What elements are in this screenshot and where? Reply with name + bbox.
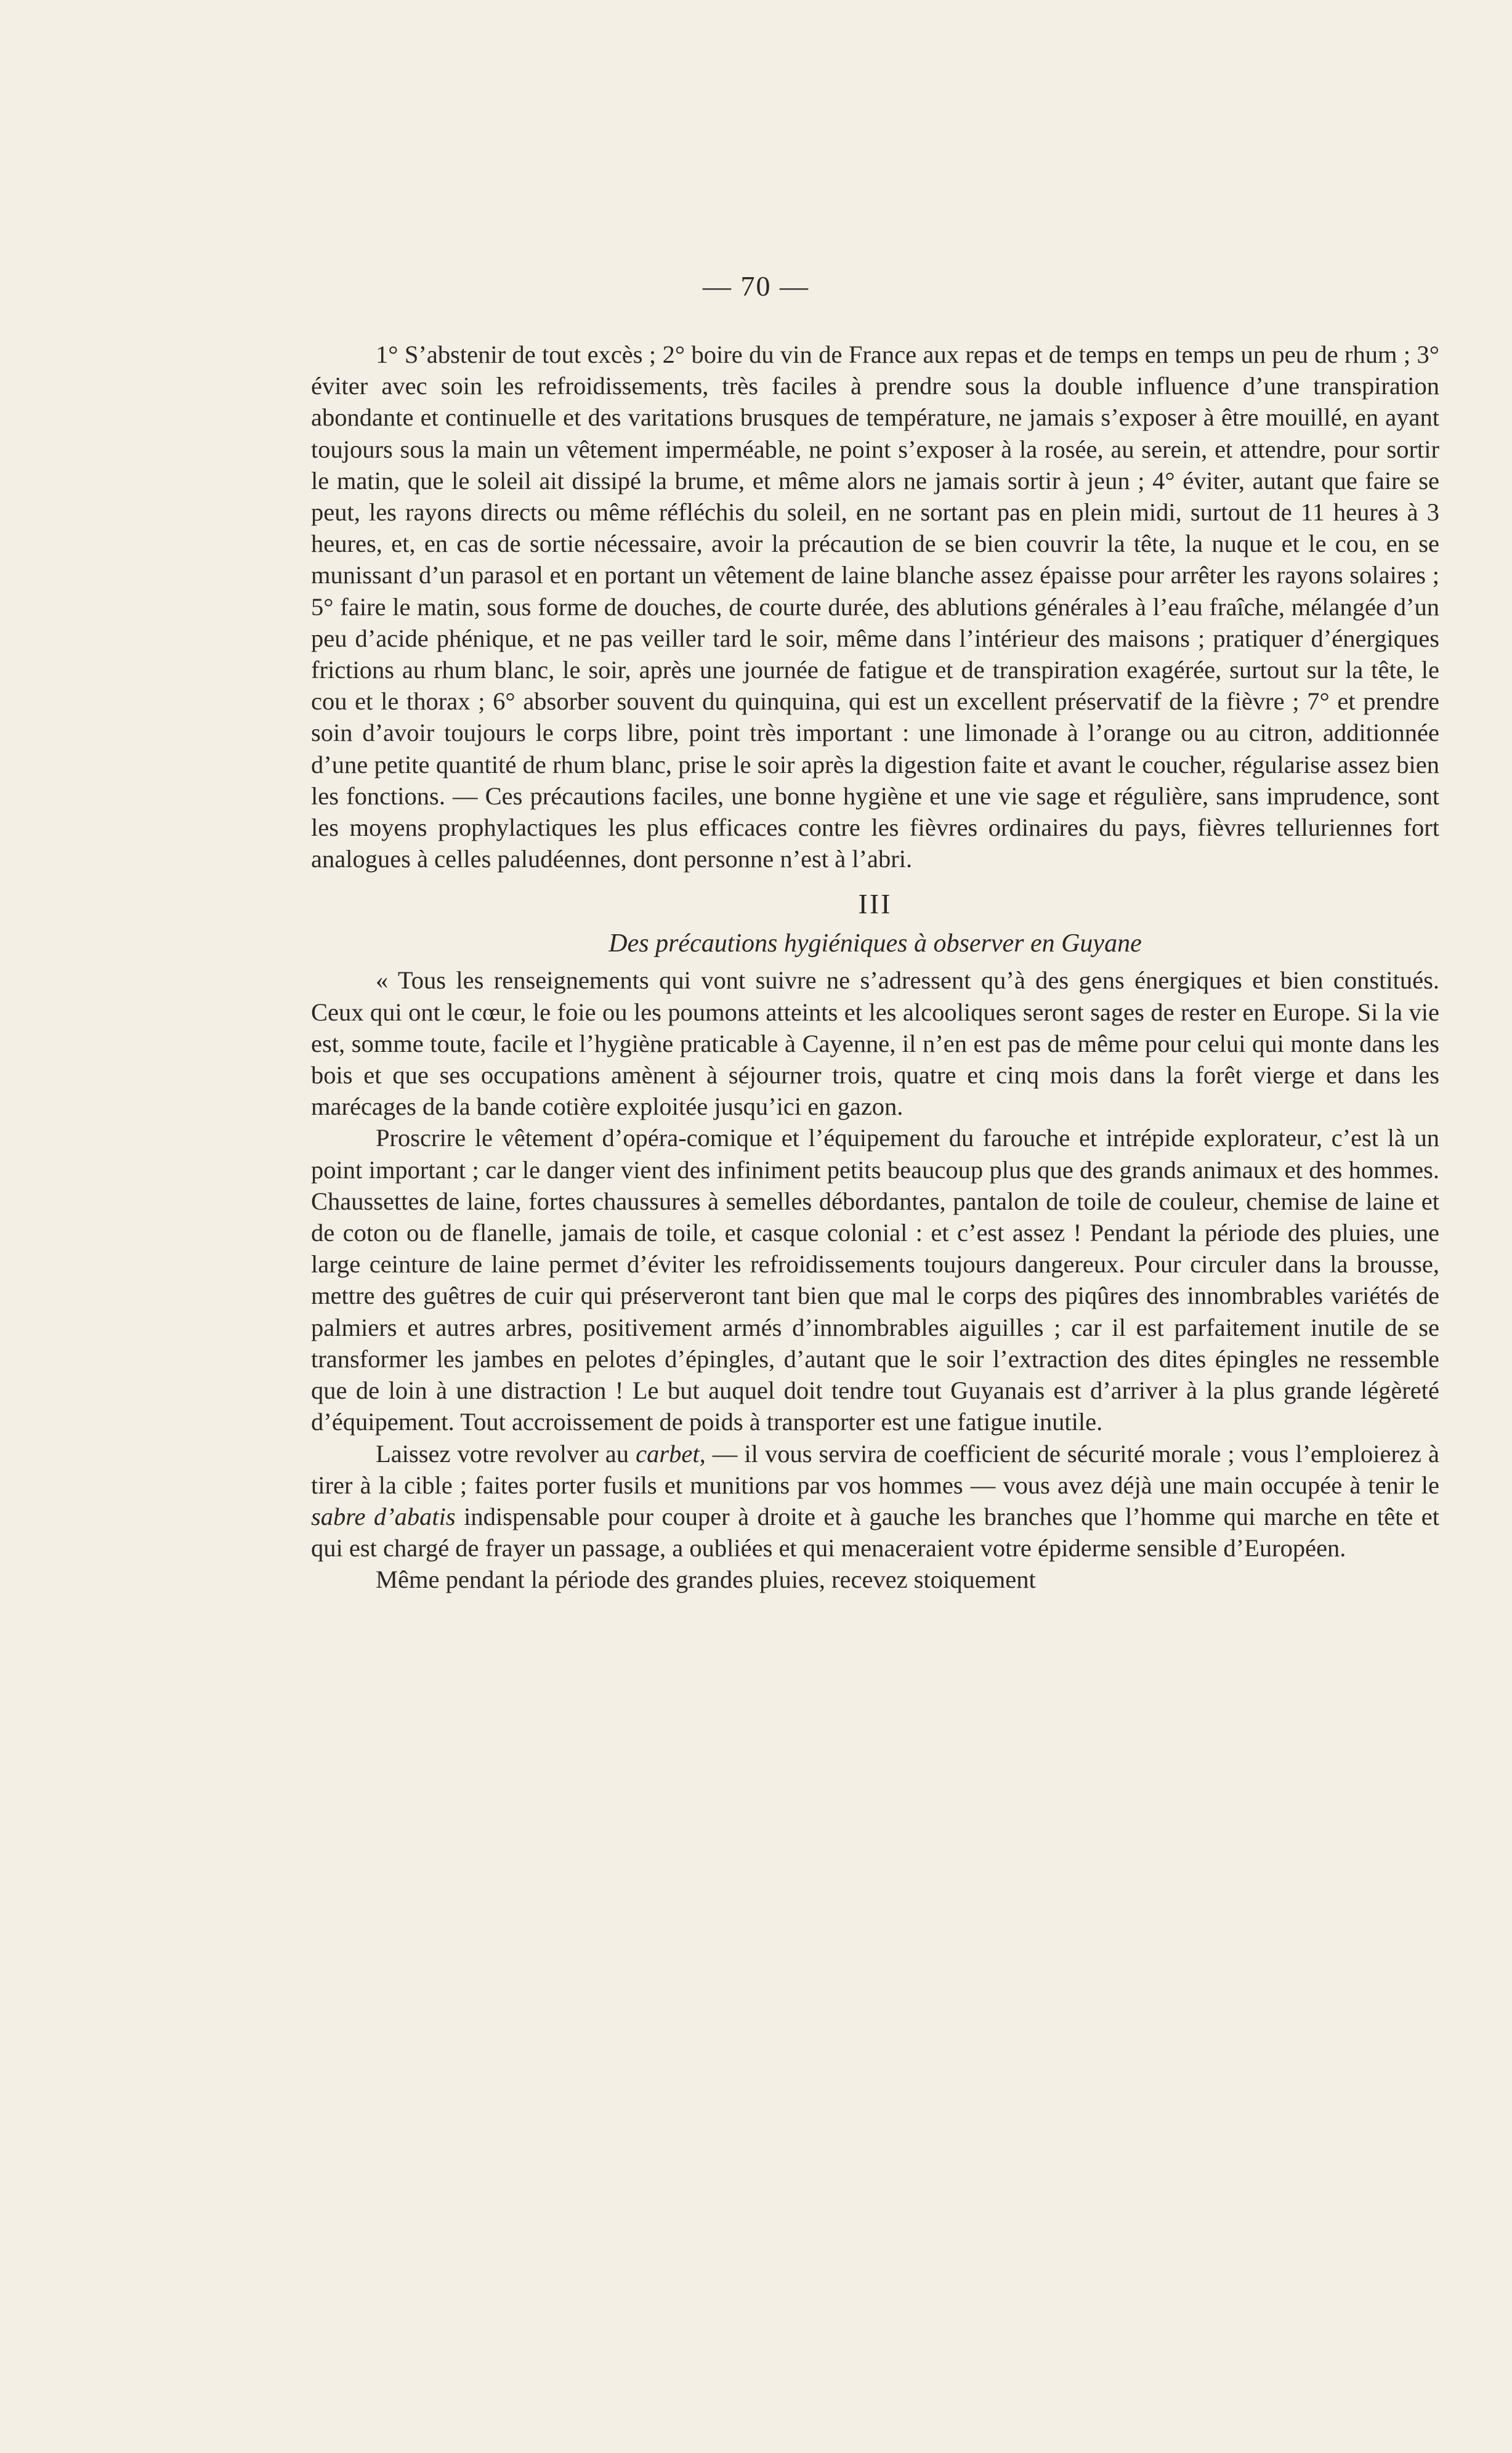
paragraph-3-text-c: indispensable pour couper à droite et à gauche les branches que l’homme qui marche en tête et qui est chargé de frayer un passage, a oubliées et qui menaceraient votre épiderme sensible d’Européen.	[311, 1502, 1440, 1562]
page-body	[311, 339, 1439, 1596]
paragraph-3-text-a: Laissez votre revolver au	[376, 1439, 629, 1468]
section-number: III	[858, 888, 892, 920]
paragraph-3	[311, 1438, 1439, 1564]
section-title: Des précautions hygiéniques à observer en Guyane	[608, 929, 1142, 958]
paragraph-1: « Tous les renseignements qui vont suivre ne s’adressent qu’à des gens énergiques et bien constitués. Ceux qui ont le cœur, le foie ou les poumons atteints et les alcooliques seront sages de rester en Europe. Si la vie est, somme toute, facile et l’hygiène praticable à Cayenne, il n’en est pas de même pour celui qui monte dans les bois et que ses occupations amènent à séjourner trois, quatre et cinq mois dans la forêt vierge et dans les marécages de la bande cotière exploitée jusqu’ici en gazon.	[311, 966, 1439, 1121]
paragraph-3-text-b: — il vous servira de coefficient de sécurité morale ; vous l’emploierez à tirer à la cible ; faites porter fusils et munitions par vos hommes — vous avez déjà une main occupée à tenir le	[311, 1439, 1440, 1499]
page-number: — 70 —	[703, 270, 809, 302]
paragraph-2: Proscrire le vêtement d’opéra-comique et l’équipement du farouche et intrépide explorateur, c’est là un point important ; car le danger vient des infiniment petits beaucoup plus que des grands animaux et des hommes. Chaussettes de laine, fortes chaussures à semelles débordantes, pantalon de toile de couleur, chemise de laine et de coton ou de flanelle, jamais de toile, et casque colonial : et c’est assez ! Pendant la période des pluies, une large ceinture de laine permet d’éviter les refroidissements toujours dangereux. Pour circuler dans la brousse, mettre des guêtres de cuir qui préserveront tant bien que mal le corps des piqûres des innombrables variétés de palmiers et autres arbres, positivement armés d’innombrables aiguilles ; car il est parfaitement inutile de se transformer les jambes en pelotes d’épingles, d’autant que le soir l’extraction des dites épingles ne ressemble que de loin à une distraction ! Le but auquel doit tendre tout Guyanais est d’arriver à la plus grande légèreté d’équipement. Tout accroissement de poids à transporter est une fatigue inutile.	[311, 1124, 1439, 1436]
term-carbet: carbet,	[636, 1439, 706, 1468]
intro-paragraph: 1° S’abstenir de tout excès ; 2° boire du vin de France aux repas et de temps en temps un peu de rhum ; 3° éviter avec soin les refroidissements, très faciles à prendre sous la double influence d’une transpiration abondante et continuelle et des varitations brusques de température, ne jamais s’exposer à être mouillé, en ayant toujours sous la main un vêtement imperméable, ne point s’exposer à la rosée, au serein, et attendre, pour sortir le matin, que le soleil ait dissipé la brume, et même alors ne jamais sortir à jeun ; 4° éviter, autant que faire se peut, les rayons directs ou même réfléchis du soleil, en ne sortant pas en plein midi, surtout de 11 heures à 3 heures, et, en cas de sortie nécessaire, avoir la précaution de se bien couvrir la tête, la nuque et le cou, en se munissant d’un parasol et en portant un vêtement de laine blanche assez épaisse pour arrêter les rayons solaires ; 5° faire le matin, sous forme de douches, de courte durée, des ablutions générales à l’eau fraîche, mélangée d’un peu d’acide phénique, et ne pas veiller tard le soir, même dans l’intérieur des maisons ; pratiquer d’énergiques frictions au rhum blanc, le soir, après une journée de fatigue et de transpiration exagérée, surtout sur la tête, le cou et le thorax ; 6° absorber souvent du quinquina, qui est un excellent préservatif de la fièvre ; 7° et prendre soin d’avoir toujours le corps libre, point très important : une limonade à l’orange ou au citron, additionnée d’une petite quantité de rhum blanc, prise le soir après la digestion faite et avant le coucher, régularise assez bien les fonctions. — Ces précautions faciles, une bonne hygiène et une vie sage et régulière, sans imprudence, sont les moyens prophylactiques les plus efficaces contre les fièvres ordinaires du pays, fièvres telluriennes fort analogues à celles paludéennes, dont personne n’est à l’abri.	[311, 341, 1439, 873]
term-sabre-abatis: sabre d’abatis	[311, 1502, 456, 1530]
paragraph-4: Même pendant la période des grandes pluies, recevez stoiquement	[376, 1566, 1036, 1594]
